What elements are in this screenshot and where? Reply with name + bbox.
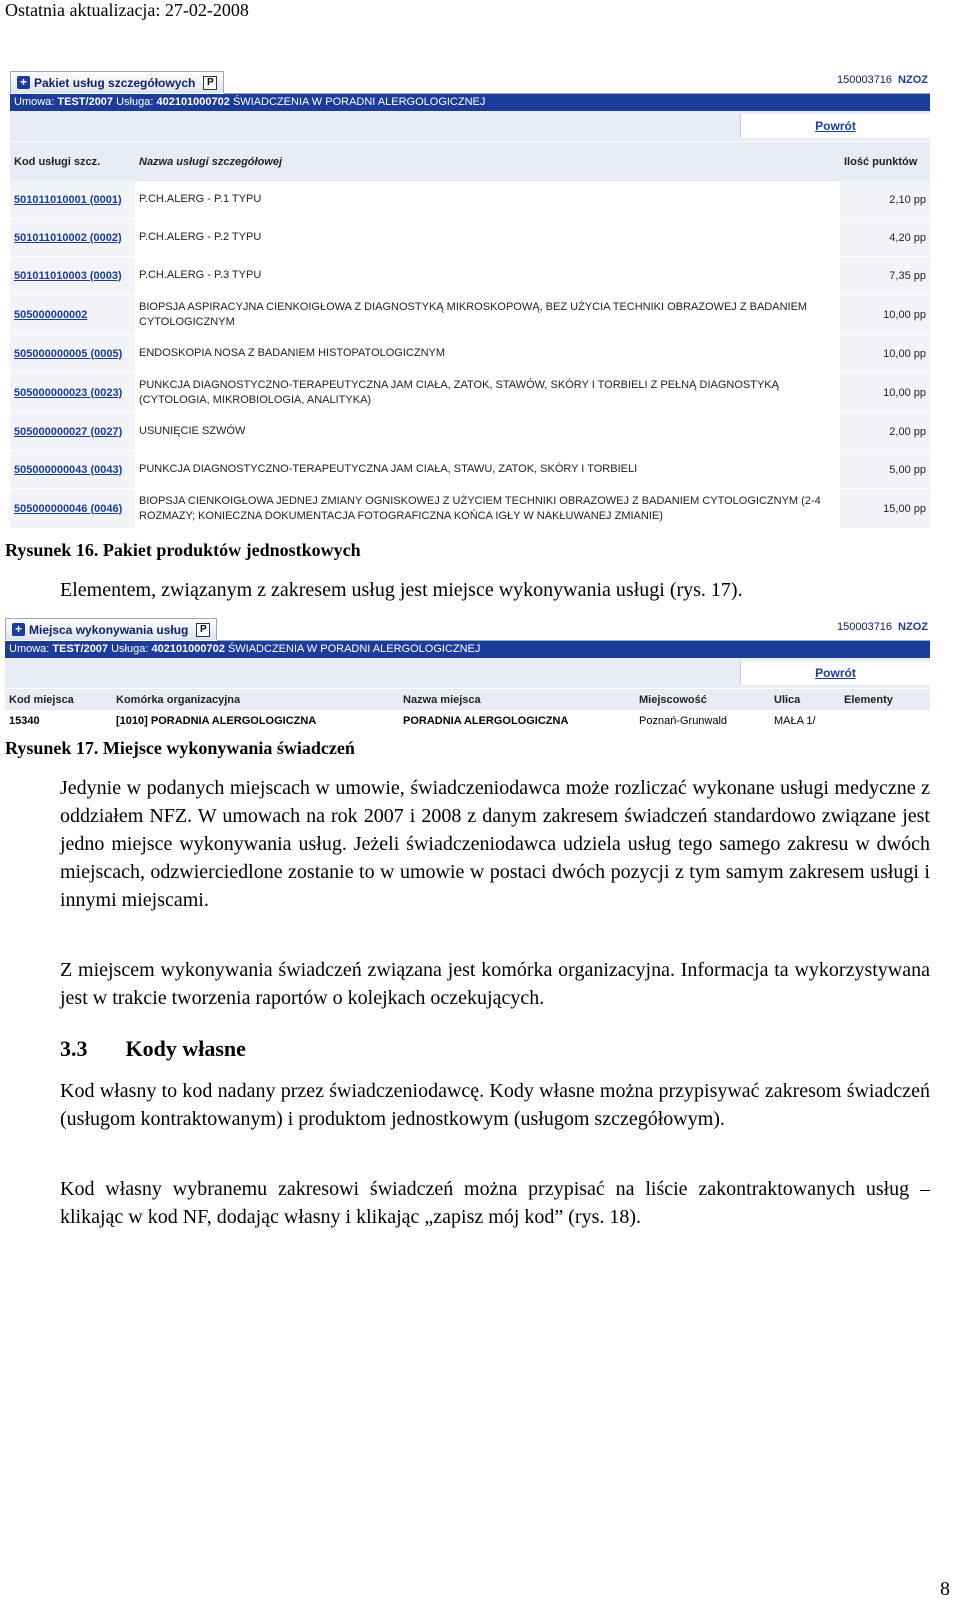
table-row [10,335,930,373]
points-cell: 15,00 pp [883,502,926,515]
panel-tab[interactable] [10,71,224,93]
section-number: 3.3 [60,1036,88,1061]
service-name-cell: P.CH.ALERG - P.1 TYPU [135,181,840,219]
plus-icon: + [12,623,25,636]
service-code-link[interactable]: 505000000002 [14,308,88,321]
service-locations-panel [5,617,930,732]
table-row[interactable] [5,710,930,732]
table-row [10,451,930,489]
service-code-link[interactable]: 505000000046 (0046) [14,502,123,515]
service-name-cell: ENDOSKOPIA NOSA Z BADANIEM HISTOPATOLOGICZNYM [135,335,840,373]
city: Poznań-Grunwald [639,714,728,727]
table-row [10,219,930,257]
org-unit: [1010] PORADNIA ALERGOLOGICZNA [116,714,317,727]
figure-caption: Rysunek 16. Pakiet produktów jednostkowych [5,540,361,560]
points-cell: 2,00 pp [889,425,926,438]
column-header: Nazwa miejsca [403,693,481,706]
service-label: Usługa: [113,96,157,108]
table-header [10,141,930,181]
provider-number: 150003716 [836,74,893,86]
page-number: 8 [940,1578,950,1600]
contract-label: Umowa: [14,96,58,108]
service-name-cell: P.CH.ALERG - P.2 TYPU [135,219,840,257]
service-code-link[interactable]: 501011010001 (0001) [14,193,122,206]
back-row [5,658,930,688]
service-code-link[interactable]: 505000000027 (0027) [14,425,123,438]
table-row [10,181,930,219]
panel-title-bar [5,617,930,641]
service-name-cell: USUNIĘCIE SZWÓW [135,413,840,451]
plus-icon: + [17,76,30,89]
contract-bar [10,94,930,111]
provider-id [837,74,928,86]
points-cell: 7,35 pp [889,269,926,282]
paragraph: Kod własny wybranemu zakresowi świadczeń można przypisać na liście zakontraktowanych usług – klikając w kod NF, dodając własny i klikając „zapisz mój kod” (rys. 18). [60,1178,930,1228]
panel-title: Miejsca wykonywania usług [29,622,189,637]
column-header: Ilość punktów [844,155,918,168]
column-header: Nazwa usługi szczegółowej [139,155,283,168]
table-row [10,413,930,451]
points-cell: 10,00 pp [883,386,926,399]
service-name-cell: P.CH.ALERG - P.3 TYPU [135,257,840,295]
points-cell: 5,00 pp [889,463,926,476]
service-package-panel [10,70,930,529]
provider-number: 150003716 [836,621,893,633]
contract-value: TEST/2007 [52,643,109,655]
points-cell: 10,00 pp [883,347,926,360]
service-label: Usługa: [108,643,152,655]
provider-id [837,621,928,633]
points-cell: 4,20 pp [889,231,926,244]
print-icon[interactable]: P [203,76,217,90]
table-header [5,688,930,710]
section-heading [60,1036,246,1062]
street: MAŁA 1/ [774,714,816,727]
service-name: ŚWIADCZENIA W PORADNI ALERGOLOGICZNEJ [229,96,486,108]
table-row [10,257,930,295]
column-header: Kod miejsca [9,693,74,706]
service-code: 402101000702 [151,643,225,655]
back-button[interactable]: Powrót [740,661,930,685]
contract-bar [5,641,930,658]
figure-caption: Rysunek 17. Miejsce wykonywania świadczeń [5,738,355,758]
service-name-cell: PUNKCJA DIAGNOSTYCZNO-TERAPEUTYCZNA JAM CIAŁA, STAWU, ZATOK, SKÓRY I TORBIELI [135,451,840,489]
panel-title-bar [10,70,930,94]
back-button[interactable]: Powrót [740,114,930,138]
column-header: Elementy [844,693,893,706]
paragraph: Z miejscem wykonywania świadczeń związana jest komórka organizacyjna. Informacja ta wykorzystywana jest w trakcie tworzenia raportów o kolejkach oczekujących. [60,959,930,1009]
page-header: Ostatnia aktualizacja: 27-02-2008 [5,0,249,20]
provider-type: NZOZ [898,74,928,86]
panel-title: Pakiet usług szczegółowych [34,75,196,90]
service-code-link[interactable]: 505000000005 (0005) [14,347,123,360]
table-row [10,295,930,335]
service-code-link[interactable]: 505000000043 (0043) [14,463,123,476]
panel-tab[interactable] [5,618,217,640]
column-header: Ulica [774,693,801,706]
paragraph: Kod własny to kod nadany przez świadczeniodawcę. Kody własne można przypisywać zakresom świadczeń (usługom kontraktowanym) i produktom jednostkowym (usługom szczegółowym). [60,1080,930,1130]
back-row [10,111,930,141]
points-cell: 2,10 pp [889,193,926,206]
location-name: PORADNIA ALERGOLOGICZNA [403,714,569,727]
divider [217,640,930,641]
service-code-link[interactable]: 505000000023 (0023) [14,386,123,399]
table-row [10,489,930,529]
provider-type: NZOZ [898,621,928,633]
points-cell: 10,00 pp [883,308,926,321]
service-name-cell: PUNKCJA DIAGNOSTYCZNO-TERAPEUTYCZNA JAM CIAŁA, ZATOK, STAWÓW, SKÓRY I TORBIELI Z PEŁNĄ DIAGNOSTYKĄ (CYTOLOGIA, MIKROBIOLOGIA, ANALITYKA) [135,373,840,413]
contract-label: Umowa: [9,643,53,655]
service-name-cell: BIOPSJA ASPIRACYJNA CIENKOIGŁOWA Z DIAGNOSTYKĄ MIKROSKOPOWĄ, BEZ UŻYCIA TECHNIKI OBRAZOWEJ Z BADANIEM CYTOLOGICZNYM [135,295,840,335]
paragraph: Jedynie w podanych miejscach w umowie, świadczeniodawca może rozliczać wykonane usługi medyczne z oddziałem NFZ. W umowach na rok 2007 i 2008 z danym zakresem świadczeń standardowo związane jest jedno miejsce wykonywania usług. Jeżeli świadczeniodawca udziela usług tego samego zakresu w dwóch miejscach, odzwierciedlone zostanie to w umowie w postaci dwóch pozycji z tym samym zakresem usługi i innymi miejscami. [60,777,930,911]
service-name-cell: BIOPSJA CIENKOIGŁOWA JEDNEJ ZMIANY OGNISKOWEJ Z UŻYCIEM TECHNIKI OBRAZOWEJ Z BADANIEM CYTOLOGICZNYM (2-4 ROZMAZY; KONIECZNA DOKUMENTACJA FOTOGRAFICZNA KOŃCA IGŁY W NAKŁUWANEJ ZMIANIE) [135,489,840,529]
paragraph: Elementem, związanym z zakresem usług jest miejsce wykonywania usługi (rys. 17). [60,579,743,601]
column-header: Kod usługi szcz. [14,155,101,168]
column-header: Komórka organizacyjna [116,693,241,706]
contract-value: TEST/2007 [57,96,114,108]
divider [224,93,930,94]
service-code: 402101000702 [156,96,230,108]
service-code-link[interactable]: 501011010003 (0003) [14,269,122,282]
location-code: 15340 [9,714,40,727]
service-code-link[interactable]: 501011010002 (0002) [14,231,122,244]
service-name: ŚWIADCZENIA W PORADNI ALERGOLOGICZNEJ [224,643,481,655]
section-title: Kody własne [125,1036,246,1061]
print-icon[interactable]: P [196,623,210,637]
table-row [10,373,930,413]
column-header: Miejscowość [639,693,707,706]
